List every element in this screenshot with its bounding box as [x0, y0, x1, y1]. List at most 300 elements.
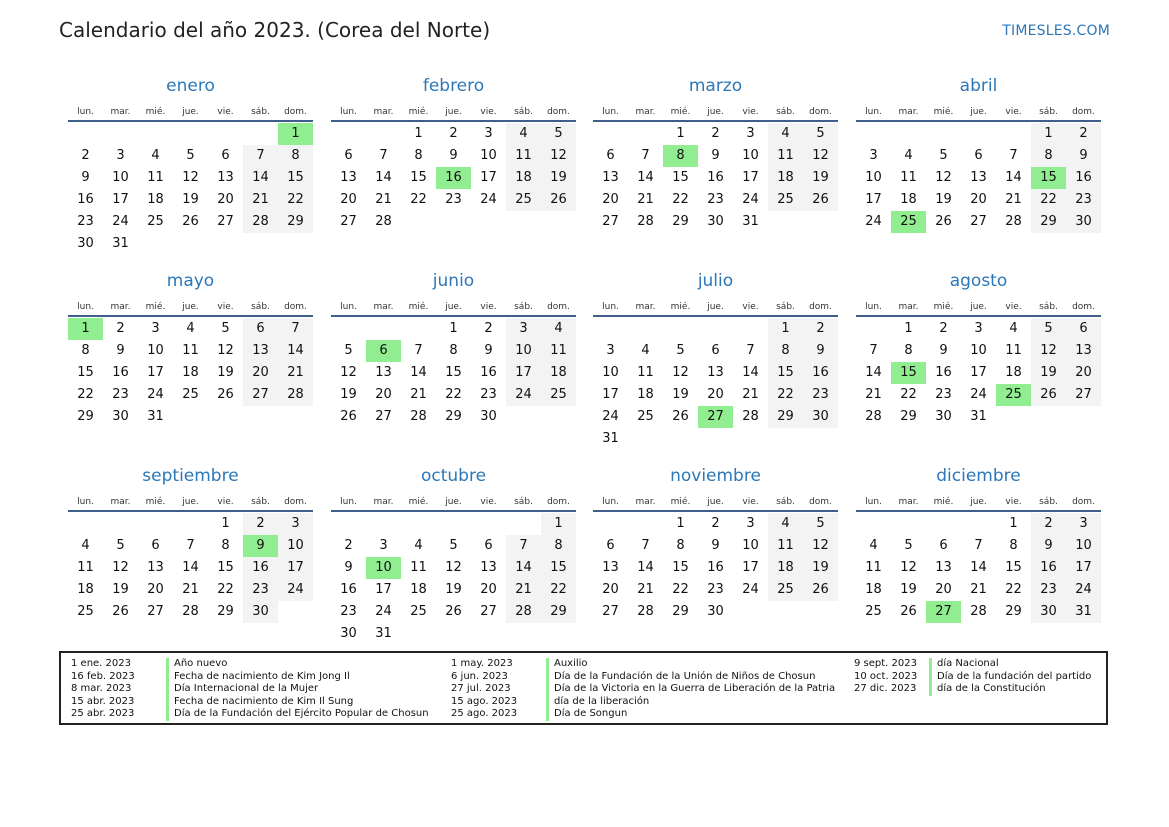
day-cell: 12	[672, 365, 689, 380]
empty-day	[366, 123, 401, 145]
day-cell: 11	[541, 340, 576, 362]
day-cell: 24	[147, 387, 164, 402]
day-cell: 22	[1005, 582, 1022, 597]
weekday-label: mié.	[933, 107, 954, 117]
empty-day	[803, 211, 838, 233]
empty-day	[401, 318, 436, 340]
week-row	[68, 167, 313, 189]
week-row	[68, 513, 313, 535]
weekday-label: sáb.	[514, 497, 533, 507]
week-row	[593, 318, 838, 340]
empty-day	[278, 233, 313, 255]
day-cell: 20	[935, 582, 952, 597]
day-cell: 13	[602, 170, 619, 185]
day-cell: 31	[375, 626, 392, 641]
week-row	[856, 601, 1101, 623]
empty-day	[768, 428, 803, 450]
day-cell: 25	[891, 211, 926, 233]
page-title: Calendario del año 2023. (Corea del Norte)	[59, 18, 491, 42]
month-divider	[856, 120, 1101, 122]
weekday-label: mar.	[898, 497, 919, 507]
empty-day	[1031, 406, 1066, 428]
day-cell: 3	[869, 148, 878, 163]
day-cell: 19	[182, 192, 199, 207]
week-row	[856, 340, 1101, 362]
empty-day	[401, 623, 436, 645]
day-cell: 7	[506, 535, 541, 557]
day-cell: 28	[742, 409, 759, 424]
day-cell: 21	[637, 192, 654, 207]
day-cell: 20	[970, 192, 987, 207]
day-cell: 20	[707, 387, 724, 402]
day-cell: 26	[182, 214, 199, 229]
weekday-header	[68, 487, 313, 508]
day-cell: 18	[768, 557, 803, 579]
empty-day	[401, 513, 436, 535]
day-cell: 2	[1066, 123, 1101, 145]
empty-day	[856, 123, 891, 145]
day-cell: 12	[803, 145, 838, 167]
day-cell: 13	[970, 170, 987, 185]
holiday-date: 8 mar. 2023	[71, 683, 132, 695]
holiday-name: Año nuevo	[166, 658, 227, 671]
week-row	[68, 189, 313, 211]
day-cell: 4	[641, 343, 650, 358]
month-julio	[593, 268, 838, 450]
day-cell: 7	[746, 343, 755, 358]
day-cell: 22	[672, 192, 689, 207]
empty-day	[173, 233, 208, 255]
day-cell: 9	[1031, 535, 1066, 557]
empty-day	[803, 601, 838, 623]
day-cell: 19	[1031, 362, 1066, 384]
day-cell: 30	[1066, 211, 1101, 233]
day-cell: 13	[217, 170, 234, 185]
day-cell: 26	[1031, 384, 1066, 406]
day-cell: 2	[116, 321, 125, 336]
empty-day	[173, 406, 208, 428]
day-cell: 14	[970, 560, 987, 575]
holiday-name: Auxilio	[546, 658, 588, 671]
day-cell: 23	[707, 582, 724, 597]
weekday-label: jue.	[182, 107, 199, 117]
day-cell: 4	[506, 123, 541, 145]
day-cell: 9	[116, 343, 125, 358]
day-cell: 18	[77, 582, 94, 597]
day-cell: 31	[112, 236, 129, 251]
weekday-label: sáb.	[251, 302, 270, 312]
day-cell: 3	[746, 126, 755, 141]
day-cell: 5	[676, 343, 685, 358]
day-cell: 2	[711, 126, 720, 141]
holiday-name: Día de la Fundación de la Unión de Niños de Chosun	[546, 671, 815, 684]
month-name: julio	[697, 271, 734, 291]
day-cell: 27	[698, 406, 733, 428]
day-cell: 19	[112, 582, 129, 597]
day-cell: 9	[484, 343, 493, 358]
empty-day	[628, 318, 663, 340]
holiday-name: día Nacional	[929, 658, 999, 671]
week-row	[331, 384, 576, 406]
weekday-label: sáb.	[776, 497, 795, 507]
day-cell: 23	[707, 192, 724, 207]
weekday-label: mié.	[933, 497, 954, 507]
day-cell: 31	[147, 409, 164, 424]
empty-day	[996, 123, 1031, 145]
day-cell: 1	[414, 126, 423, 141]
day-cell: 8	[221, 538, 230, 553]
day-cell: 6	[221, 148, 230, 163]
day-cell: 5	[449, 538, 458, 553]
week-row	[856, 123, 1101, 145]
day-cell: 20	[243, 362, 278, 384]
empty-day	[506, 623, 541, 645]
day-cell: 26	[217, 387, 234, 402]
week-row	[68, 535, 313, 557]
day-cell: 24	[865, 214, 882, 229]
day-cell: 21	[742, 387, 759, 402]
weekday-label: mar.	[110, 302, 131, 312]
holiday-name: Día de la Victoria en la Guerra de Liberación de la Patria	[546, 683, 835, 696]
day-cell: 5	[344, 343, 353, 358]
empty-day	[541, 623, 576, 645]
day-cell: 21	[637, 582, 654, 597]
day-cell: 17	[375, 582, 392, 597]
day-cell: 20	[1066, 362, 1101, 384]
empty-day	[471, 513, 506, 535]
week-row	[856, 513, 1101, 535]
day-cell: 1	[221, 516, 230, 531]
day-cell: 28	[865, 409, 882, 424]
day-cell: 15	[891, 362, 926, 384]
day-cell: 4	[904, 148, 913, 163]
day-cell: 17	[865, 192, 882, 207]
empty-day	[506, 406, 541, 428]
empty-day	[593, 318, 628, 340]
day-cell: 26	[445, 604, 462, 619]
day-cell: 24	[375, 604, 392, 619]
day-cell: 16	[803, 362, 838, 384]
empty-day	[593, 123, 628, 145]
day-cell: 4	[81, 538, 90, 553]
day-cell: 14	[742, 365, 759, 380]
day-cell: 19	[900, 582, 917, 597]
week-row	[331, 623, 576, 645]
day-cell: 9	[81, 170, 90, 185]
day-cell: 14	[278, 340, 313, 362]
day-cell: 7	[974, 538, 983, 553]
day-cell: 17	[278, 557, 313, 579]
weekday-header	[856, 292, 1101, 313]
day-cell: 27	[217, 214, 234, 229]
weekday-label: dom.	[284, 302, 307, 312]
week-row	[331, 362, 576, 384]
week-row	[68, 557, 313, 579]
day-cell: 25	[541, 384, 576, 406]
day-cell: 14	[375, 170, 392, 185]
empty-day	[331, 123, 366, 145]
day-cell: 30	[112, 409, 129, 424]
day-cell: 25	[182, 387, 199, 402]
weekday-label: mar.	[635, 497, 656, 507]
day-cell: 7	[243, 145, 278, 167]
day-cell: 23	[1031, 579, 1066, 601]
day-cell: 30	[77, 236, 94, 251]
weekday-label: jue.	[970, 302, 987, 312]
weekday-label: vie.	[1005, 497, 1022, 507]
empty-day	[366, 318, 401, 340]
empty-day	[961, 513, 996, 535]
month-octubre	[331, 463, 576, 645]
day-cell: 7	[414, 343, 423, 358]
day-cell: 19	[340, 387, 357, 402]
day-cell: 11	[768, 535, 803, 557]
day-cell: 2	[939, 321, 948, 336]
day-cell: 18	[541, 362, 576, 384]
week-row	[856, 318, 1101, 340]
day-cell: 21	[1005, 192, 1022, 207]
weekday-label: mar.	[635, 107, 656, 117]
day-cell: 5	[803, 123, 838, 145]
weekday-label: dom.	[809, 302, 832, 312]
month-agosto	[856, 268, 1101, 428]
day-cell: 22	[410, 192, 427, 207]
day-cell: 16	[340, 582, 357, 597]
holiday-date: 27 dic. 2023	[854, 683, 917, 695]
week-row	[593, 513, 838, 535]
weekday-label: sáb.	[514, 107, 533, 117]
weekday-label: mié.	[145, 302, 166, 312]
week-row	[331, 211, 576, 233]
week-row	[331, 189, 576, 211]
weekday-header	[856, 97, 1101, 118]
empty-day	[768, 211, 803, 233]
day-cell: 14	[182, 560, 199, 575]
empty-day	[926, 513, 961, 535]
day-cell: 24	[480, 192, 497, 207]
holiday-name: Día de la fundación del partido	[929, 671, 1091, 684]
day-cell: 1	[1009, 516, 1018, 531]
empty-day	[173, 513, 208, 535]
month-mayo	[68, 268, 313, 428]
day-cell: 10	[147, 343, 164, 358]
weekday-label: lun.	[340, 302, 357, 312]
weekday-label: lun.	[77, 302, 94, 312]
weekday-header	[331, 97, 576, 118]
day-cell: 10	[480, 148, 497, 163]
day-cell: 26	[340, 409, 357, 424]
day-cell: 8	[81, 343, 90, 358]
week-row	[331, 535, 576, 557]
day-cell: 24	[506, 384, 541, 406]
month-divider	[331, 120, 576, 122]
day-cell: 21	[410, 387, 427, 402]
day-cell: 6	[606, 538, 615, 553]
holiday-name: Día de Songun	[546, 708, 627, 721]
day-cell: 6	[243, 318, 278, 340]
week-row	[68, 579, 313, 601]
day-cell: 15	[410, 170, 427, 185]
day-cell: 2	[81, 148, 90, 163]
month-divider	[593, 510, 838, 512]
day-cell: 3	[974, 321, 983, 336]
day-cell: 16	[1066, 167, 1101, 189]
weekday-label: jue.	[445, 107, 462, 117]
day-cell: 2	[711, 516, 720, 531]
weekday-label: mar.	[373, 302, 394, 312]
day-cell: 20	[602, 582, 619, 597]
empty-day	[803, 428, 838, 450]
day-cell: 21	[865, 387, 882, 402]
month-noviembre	[593, 463, 838, 623]
day-cell: 25	[77, 604, 94, 619]
weekday-label: vie.	[217, 497, 234, 507]
day-cell: 3	[506, 318, 541, 340]
day-cell: 18	[506, 167, 541, 189]
day-cell: 24	[112, 214, 129, 229]
day-cell: 3	[1066, 513, 1101, 535]
week-row	[856, 362, 1101, 384]
day-cell: 9	[939, 343, 948, 358]
day-cell: 27	[340, 214, 357, 229]
site-link[interactable]: TIMESLES.COM	[1002, 23, 1110, 39]
day-cell: 30	[935, 409, 952, 424]
day-cell: 6	[366, 340, 401, 362]
month-febrero	[331, 73, 576, 233]
day-cell: 30	[1031, 601, 1066, 623]
day-cell: 11	[182, 343, 199, 358]
day-cell: 3	[746, 516, 755, 531]
day-cell: 17	[1066, 557, 1101, 579]
month-divider	[856, 315, 1101, 317]
weekday-header	[331, 292, 576, 313]
day-cell: 10	[366, 557, 401, 579]
day-cell: 21	[970, 582, 987, 597]
legend-item	[71, 708, 429, 721]
empty-day	[926, 123, 961, 145]
day-cell: 13	[243, 340, 278, 362]
weekday-label: vie.	[480, 107, 497, 117]
day-cell: 6	[939, 538, 948, 553]
empty-day	[173, 123, 208, 145]
weekday-label: mié.	[408, 107, 429, 117]
weekday-label: mié.	[670, 302, 691, 312]
day-cell: 30	[243, 601, 278, 623]
empty-day	[103, 513, 138, 535]
month-divider	[68, 315, 313, 317]
day-cell: 29	[672, 214, 689, 229]
day-cell: 22	[900, 387, 917, 402]
legend-item	[71, 696, 429, 709]
legend-item	[71, 658, 429, 671]
week-row	[331, 340, 576, 362]
day-cell: 26	[112, 604, 129, 619]
weekday-label: lun.	[865, 497, 882, 507]
day-cell: 10	[506, 340, 541, 362]
day-cell: 28	[637, 604, 654, 619]
day-cell: 25	[865, 604, 882, 619]
day-cell: 6	[606, 148, 615, 163]
day-cell: 5	[116, 538, 125, 553]
day-cell: 11	[768, 145, 803, 167]
weekday-label: vie.	[742, 107, 759, 117]
weekday-label: lun.	[340, 497, 357, 507]
weekday-label: lun.	[77, 107, 94, 117]
day-cell: 1	[1031, 123, 1066, 145]
day-cell: 13	[935, 560, 952, 575]
week-row	[68, 406, 313, 428]
day-cell: 11	[637, 365, 654, 380]
day-cell: 23	[1066, 189, 1101, 211]
day-cell: 29	[77, 409, 94, 424]
weekday-label: dom.	[809, 107, 832, 117]
empty-day	[138, 513, 173, 535]
day-cell: 23	[77, 214, 94, 229]
day-cell: 15	[1031, 167, 1066, 189]
day-cell: 17	[742, 170, 759, 185]
day-cell: 28	[243, 211, 278, 233]
day-cell: 31	[742, 214, 759, 229]
day-cell: 8	[1009, 538, 1018, 553]
day-cell: 19	[541, 167, 576, 189]
day-cell: 16	[480, 365, 497, 380]
day-cell: 11	[506, 145, 541, 167]
weekday-label: sáb.	[1039, 302, 1058, 312]
day-cell: 15	[217, 560, 234, 575]
day-cell: 1	[278, 123, 313, 145]
month-divider	[593, 315, 838, 317]
weekday-label: lun.	[340, 107, 357, 117]
weekday-header	[593, 97, 838, 118]
day-cell: 12	[803, 535, 838, 557]
day-cell: 26	[935, 214, 952, 229]
holiday-name: día de la Constitución	[929, 683, 1046, 696]
holiday-date: 6 jun. 2023	[451, 670, 508, 682]
day-cell: 8	[1031, 145, 1066, 167]
weekday-label: vie.	[480, 497, 497, 507]
week-row	[593, 189, 838, 211]
day-cell: 31	[970, 409, 987, 424]
holiday-name: Fecha de nacimiento de Kim Jong Il	[166, 671, 350, 684]
weekday-label: dom.	[1072, 107, 1095, 117]
day-cell: 26	[672, 409, 689, 424]
weekday-label: mié.	[408, 497, 429, 507]
weekday-label: jue.	[970, 107, 987, 117]
day-cell: 16	[707, 170, 724, 185]
day-cell: 30	[707, 604, 724, 619]
day-cell: 14	[243, 167, 278, 189]
legend-item	[451, 696, 835, 709]
legend-column	[451, 658, 835, 721]
day-cell: 28	[637, 214, 654, 229]
empty-day	[506, 211, 541, 233]
day-cell: 23	[243, 579, 278, 601]
day-cell: 13	[375, 365, 392, 380]
holiday-date: 15 abr. 2023	[71, 695, 135, 707]
empty-day	[471, 211, 506, 233]
day-cell: 13	[340, 170, 357, 185]
day-cell: 29	[1005, 604, 1022, 619]
week-row	[593, 362, 838, 384]
day-cell: 11	[147, 170, 164, 185]
empty-day	[103, 123, 138, 145]
day-cell: 29	[900, 409, 917, 424]
week-row	[856, 384, 1101, 406]
week-row	[331, 557, 576, 579]
day-cell: 6	[711, 343, 720, 358]
empty-day	[331, 318, 366, 340]
weekday-label: lun.	[865, 302, 882, 312]
